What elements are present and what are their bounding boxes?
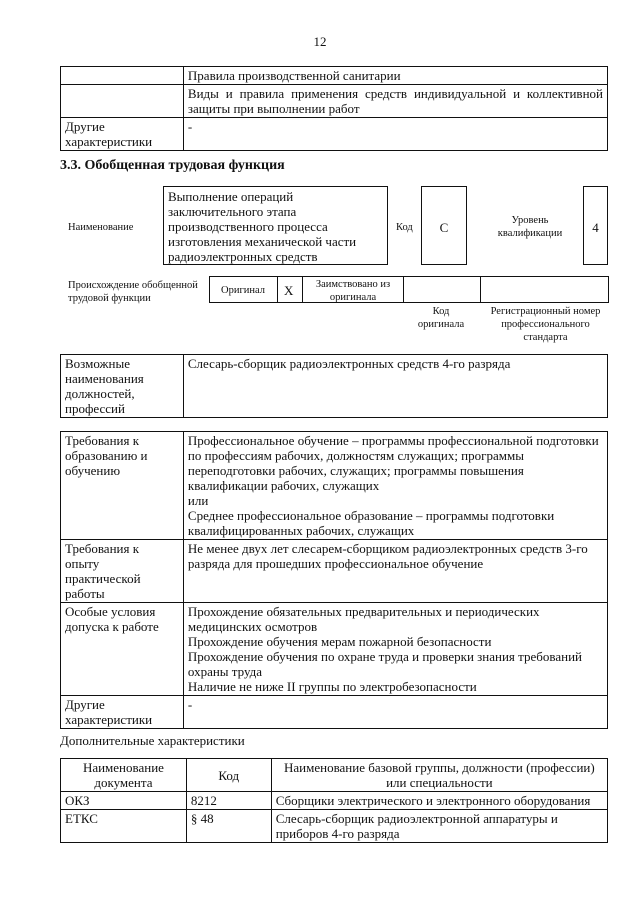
table-row	[61, 540, 608, 603]
header-cell-name: Наименование базовой группы, должности (профессии) или специальности	[271, 759, 607, 792]
additional-heading: Дополнительные характеристики	[60, 733, 245, 748]
table-row	[61, 810, 608, 843]
table-cell-value: -	[183, 696, 607, 729]
origin-label: Происхождение обобщенной трудовой функции	[68, 280, 198, 304]
reg-number-label: Регистрационный номер профессионального стандарта	[490, 306, 601, 343]
header-cell-document: Наименование документа	[61, 759, 187, 792]
table-row	[61, 603, 608, 696]
table-row	[61, 355, 608, 418]
table-cell-label: Особые условия допуска к работе	[61, 603, 184, 696]
borrowed-label: Заимствовано из оригинала	[315, 279, 391, 303]
code-label: Код	[396, 222, 413, 233]
positions-table	[60, 354, 608, 418]
level-value: 4	[592, 220, 599, 235]
divider	[480, 276, 481, 303]
table-row	[61, 432, 608, 540]
table-cell-label	[61, 85, 184, 118]
table-row	[61, 67, 608, 85]
table-cell-document: ЕТКС	[61, 810, 187, 843]
table-cell-label: Требования к опыту практической работы	[61, 540, 184, 603]
table-row	[61, 696, 608, 729]
level-label: Уровень квалификации	[497, 215, 563, 239]
function-name-box: Выполнение операций заключительного этапа производственного процесса изготовления механической части радиоэлектронных средств	[163, 186, 388, 265]
table-cell-label: Другие характеристики	[61, 696, 184, 729]
table-cell-label: Другие характеристики	[61, 118, 184, 151]
additional-table	[60, 758, 608, 843]
page-number: 12	[313, 34, 327, 49]
original-mark: X	[284, 283, 294, 298]
table-cell-label	[61, 67, 184, 85]
table-row	[61, 85, 608, 118]
original-label: Оригинал	[221, 285, 265, 296]
table-cell-value: Правила производственной санитарии	[183, 67, 607, 85]
top-table	[60, 66, 608, 151]
header-cell-code: Код	[186, 759, 271, 792]
table-cell-code: § 48	[186, 810, 271, 843]
table-cell-label: Возможные наименования должностей, профессий	[61, 355, 184, 418]
table-cell-value: Виды и правила применения средств индивидуальной и коллективной защиты при выполнении работ	[183, 85, 607, 118]
table-cell-value: Слесарь-сборщик радиоэлектронных средств 4-го разряда	[183, 355, 607, 418]
divider	[277, 276, 278, 303]
code-original-label: Код оригинала	[417, 306, 465, 330]
table-cell-name: Сборщики электрического и электронного оборудования	[271, 792, 607, 810]
table-cell-name: Слесарь-сборщик радиоэлектронной аппаратуры и приборов 4-го разряда	[271, 810, 607, 843]
table-cell-value: Не менее двух лет слесарем-сборщиком радиоэлектронных средств 3-го разряда для прошедших профессиональное обучение	[183, 540, 607, 603]
name-label: Наименование	[68, 222, 134, 233]
divider	[403, 276, 404, 303]
table-row	[61, 792, 608, 810]
table-header-row	[61, 759, 608, 792]
table-row	[61, 118, 608, 151]
table-cell-label: Требования к образованию и обучению	[61, 432, 184, 540]
code-value-box	[421, 186, 467, 265]
table-cell-document: ОКЗ	[61, 792, 187, 810]
section-heading: 3.3. Обобщенная трудовая функция	[60, 158, 285, 173]
origin-row	[209, 276, 609, 303]
table-cell-code: 8212	[186, 792, 271, 810]
code-value: C	[439, 220, 449, 235]
table-cell-value: -	[183, 118, 607, 151]
table-cell-value: Профессиональное обучение – программы профессиональной подготовки по профессиям рабочих, должностям служащих; программы переподготовки рабочих, служащих; программы повышения квалификации рабочих, служащих или Среднее профессиональное образование – программы подготовки квалифицированных рабочих, служащих	[183, 432, 607, 540]
table-cell-value: Прохождение обязательных предварительных и периодических медицинских осмотров Прохождение обучения мерам пожарной безопасности Прохождение обучения по охране труда и проверки знания требований охраны труда Наличие не ниже II группы по электробезопасности	[183, 603, 607, 696]
level-value-box	[583, 186, 608, 265]
requirements-table	[60, 431, 608, 729]
